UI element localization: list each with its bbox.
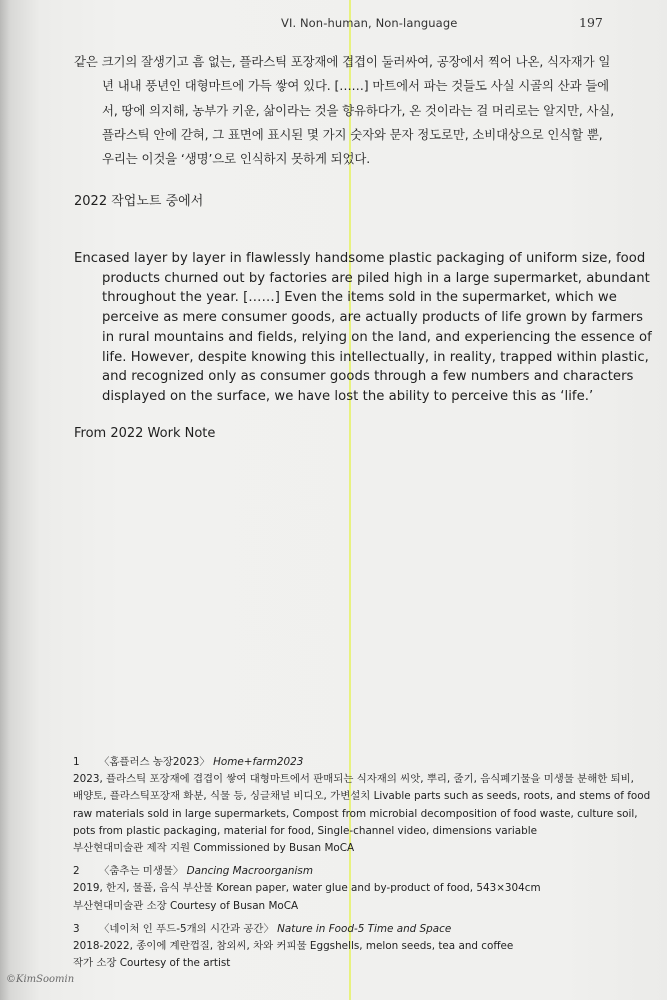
- footnote-heading: [73, 921, 653, 938]
- korean-quote-line: 같은 크기의 잘생기고 흠 없는, 플라스틱 포장재에 겹겹이 둘러싸여, 공장에서 찍어 나온, 식자재가 일: [74, 54, 611, 69]
- footnote-line: 2018-2022, 종이에 계란껍질, 참외씨, 차와 커피물 Eggshells, melon seeds, tea and coffee: [73, 940, 514, 953]
- footnote-title-en: Home+farm2023: [213, 756, 304, 768]
- footnote-line: 작가 소장 Courtesy of the artist: [73, 957, 231, 970]
- page-number: 197: [579, 15, 603, 30]
- korean-quote-line: 플라스틱 안에 갇혀, 그 표면에 표시된 몇 가지 숫자와 문자 정도로만, 소비대상으로 인식할 뿐,: [102, 126, 603, 142]
- english-quote-line: life. However, despite knowing this intellectually, in reality, trapped within plastic,: [102, 349, 649, 365]
- footnote-line: 2019, 한지, 물풀, 음식 부산물 Korean paper, water glue and by-product of food, 543×304cm: [73, 882, 541, 895]
- footnote-line: 부산현대미술관 소장 Courtesy of Busan MoCA: [73, 899, 299, 912]
- korean-source: 2022 작업노트 중에서: [74, 194, 204, 209]
- english-quote-line: in rural mountains and fields, relying on the land, and experiencing the essence of: [102, 329, 652, 345]
- footnote: [73, 921, 653, 973]
- footnote: [73, 863, 653, 915]
- footnote-line: 배양토, 플라스틱포장재 화분, 식물 등, 싱글채널 비디오, 가변설치 Livable parts such as seeds, roots, and stems of food: [73, 790, 651, 803]
- korean-quote-line: 우리는 이것을 ‘생명’으로 인식하지 못하게 되었다.: [102, 151, 371, 167]
- english-quote-line: and recognized only as consumer goods through a few numbers and characters: [102, 369, 634, 385]
- english-source: From 2022 Work Note: [74, 426, 216, 441]
- watermark: ©KimSoomin: [6, 974, 75, 985]
- korean-quote: [74, 50, 644, 171]
- footnote-heading: [73, 863, 653, 880]
- footnote-line: raw materials sold in large supermarkets, Compost from microbial decomposition of food waste, culture soil,: [73, 807, 638, 820]
- english-quote-line: throughout the year. [……] Even the items sold in the supermarket, which we: [102, 290, 617, 306]
- footnote-title-kr: 〈네이처 인 푸드-5개의 시간과 공간〉: [99, 922, 274, 935]
- english-quote-line: Encased layer by layer in flawlessly handsome plastic packaging of uniform size, food: [74, 251, 646, 266]
- footnote-number: 3: [73, 922, 80, 935]
- footnote-heading: [73, 754, 653, 771]
- footnote-title-en: Dancing Macroorganism: [186, 865, 313, 878]
- footnote-line: 2023, 플라스틱 포장재에 겹겹이 쌓여 대형마트에서 판매되는 식자재의 씨앗, 뿌리, 줄기, 음식폐기물을 미생물 분해한 퇴비,: [73, 773, 634, 786]
- running-header: [0, 16, 667, 36]
- footnote-line: 부산현대미술관 제작 지원 Commissioned by Busan MoCA: [73, 842, 355, 855]
- korean-quote-line: 년 내내 풍년인 대형마트에 가득 쌓여 있다. [……] 마트에서 파는 것들도 사실 시골의 산과 들에: [102, 78, 610, 94]
- footnote-title-kr: 〈홈플러스 농장2023〉: [99, 756, 210, 768]
- english-quote-line: displayed on the surface, we have lost the ability to perceive this as ‘life.’: [102, 388, 594, 404]
- korean-quote-line: 서, 땅에 의지해, 농부가 키운, 삶이라는 것을 향유하다가, 온 것이라는 걸 머리로는 알지만, 사실,: [102, 102, 615, 118]
- english-quote-line: products churned out by factories are piled high in a large supermarket, abundant: [102, 270, 650, 286]
- footnote: [73, 754, 653, 857]
- footnote-line: pots from plastic packaging, material for food, Single-channel video, dimensions variable: [73, 824, 538, 837]
- english-quote-line: perceive as mere consumer goods, are actually products of life grown by farmers: [102, 310, 644, 326]
- english-quote: [74, 249, 652, 407]
- footnotes: [73, 754, 653, 978]
- footnote-number: 2: [73, 865, 80, 878]
- footnote-title-en: Nature in Food-5 Time and Space: [277, 922, 452, 935]
- footnote-number: 1: [73, 756, 80, 768]
- footnote-title-kr: 〈춤추는 미생물〉: [99, 865, 184, 878]
- section-title: VI. Non-human, Non-language: [281, 16, 458, 30]
